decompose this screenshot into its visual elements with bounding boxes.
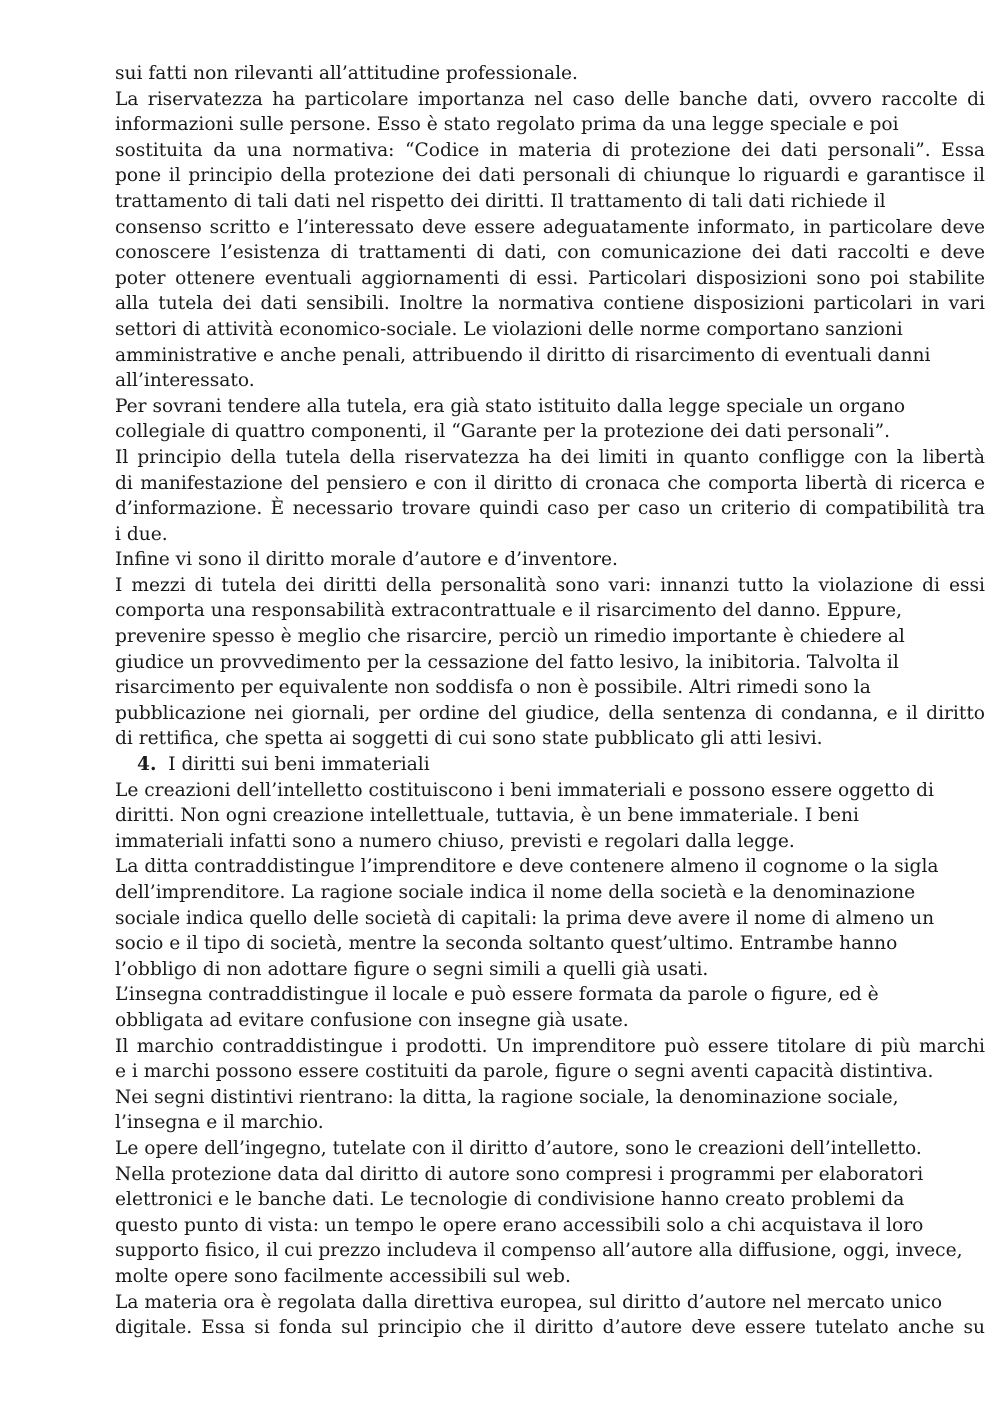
text-line: Nei segni distintivi rientrano: la ditta, la ragione sociale, la denominazione sociale, [115,1086,899,1108]
text-line: comporta una responsabilità extracontrattuale e il risarcimento del danno. Eppure, [115,600,902,622]
text-line: giudice un provvedimento per la cessazione del fatto lesivo, la inibitoria. Talvolta il [115,651,899,673]
text-line: immateriali infatti sono a numero chiuso, previsti e regolari dalla legge. [115,830,795,852]
text-line: consenso scritto e l’interessato deve essere adeguatamente informato, in particolare deve [115,216,985,238]
text-line: La ditta contraddistingue l’imprenditore e deve contenere almeno il cognome o la sigla [115,856,939,878]
text-line: I mezzi di tutela dei diritti della personalità sono vari: innanzi tutto la violazione di essi [115,574,985,596]
text-line: conoscere l’esistenza di trattamenti di dati, con comunicazione dei dati raccolti e deve [115,242,985,264]
text-line: dell’imprenditore. La ragione sociale indica il nome della società e la denominazione [115,882,916,903]
text-line: Le creazioni dell’intelletto costituiscono i beni immateriali e possono essere oggetto di [115,779,934,801]
text-line: settori di attività economico-sociale. Le violazioni delle norme comportano sanzioni [115,318,903,340]
text-line: La riservatezza ha particolare importanza nel caso delle banche dati, ovvero raccolte di [115,88,985,110]
text-line: elettronici e le banche dati. Le tecnologie di condivisione hanno creato problemi da [115,1189,905,1211]
text-line: obbligata ad evitare confusione con insegne già usate. [115,1009,629,1031]
text-line: pone il principio della protezione dei dati personali di chiunque lo riguardi e garantisce il [115,165,985,187]
text-line: e i marchi possono essere costituiti da parole, figure o segni aventi capacità distintiva. [115,1061,934,1083]
text-line: Per sovrani tendere alla tutela, era già stato istituito dalla legge speciale un organo [115,395,906,417]
text-line: poter ottenere eventuali aggiornamenti di essi. Particolari disposizioni sono poi stabilite [115,267,985,289]
text-line: questo punto di vista: un tempo le opere erano accessibili solo a chi acquistava il loro [115,1214,924,1236]
text-line: sostituita da una normativa: “Codice in materia di protezione dei dati personali”. Essa [115,139,985,161]
text-line: l’insegna e il marchio. [115,1112,324,1134]
text-line: La materia ora è regolata dalla direttiva europea, sul diritto d’autore nel mercato unico [115,1291,943,1313]
text-line: informazioni sulle persone. Esso è stato regolato prima da una legge speciale e poi [115,114,899,136]
text-block-privacy [115,61,985,752]
text-line: Le opere dell’ingegno, tutelate con il diritto d’autore, sono le creazioni dell’intelletto. [115,1137,922,1159]
text-line: d’informazione. È necessario trovare quindi caso per caso un criterio di compatibilità tra [115,498,985,520]
text-line: Il principio della tutela della riservatezza ha dei limiti in quanto confligge con la libertà [115,446,985,468]
text-line: Nella protezione data dal diritto di autore sono compresi i programmi per elaboratori [115,1163,924,1185]
text-line: di rettifica, che spetta ai soggetti di cui sono state pubblicato gli atti lesivi. [115,728,823,750]
text-line: sociale indica quello delle società di capitali: la prima deve avere il nome di almeno un [115,907,935,929]
text-line: Infine vi sono il diritto morale d’autore e d’inventore. [115,549,618,571]
text-line: Il marchio contraddistingue i prodotti. Un imprenditore può essere titolare di più marchi [115,1035,985,1057]
text-line: amministrative e anche penali, attribuendo il diritto di risarcimento di eventuali danni [115,344,931,366]
section-heading [115,752,985,778]
text-line: trattamento di tali dati nel rispetto dei diritti. Il trattamento di tali dati richiede il [115,190,886,212]
text-line: L’insegna contraddistingue il locale e può essere formata da parole o figure, ed è [115,984,879,1006]
text-line: pubblicazione nei giornali, per ordine del giudice, della sentenza di condanna, e il diritto [115,702,985,724]
text-line: diritti. Non ogni creazione intellettuale, tuttavia, è un bene immateriale. I beni [115,805,859,827]
document-page [115,61,985,1341]
text-line: all’interessato. [115,370,255,392]
text-line: di manifestazione del pensiero e con il diritto di cronaca che comporta libertà di ricerca e [115,472,985,494]
text-line: alla tutela dei dati sensibili. Inoltre la normativa contiene disposizioni particolari in vari [115,293,985,315]
text-line: supporto fisico, il cui prezzo includeva il compenso all’autore alla diffusione, oggi, invece, [115,1240,963,1262]
section-number: 4. [137,754,157,776]
text-line: l’obbligo di non adottare figure o segni simili a quelli già usati. [115,958,709,980]
text-block-immaterial-goods [115,778,985,1341]
text-line: risarcimento per equivalente non soddisfa o non è possibile. Altri rimedi sono la [115,677,871,699]
text-line: molte opere sono facilmente accessibili sul web. [115,1265,571,1287]
text-line: i due. [115,523,168,545]
text-line: prevenire spesso è meglio che risarcire, perciò un rimedio importante è chiedere al [115,626,905,648]
section-title: I diritti sui beni immateriali [168,754,430,776]
text-line: sui fatti non rilevanti all’attitudine professionale. [115,63,578,84]
text-line: digitale. Essa si fonda sul principio che il diritto d’autore deve essere tutelato anche su [115,1317,985,1339]
text-line: collegiale di quattro componenti, il “Garante per la protezione dei dati personali”. [115,421,890,443]
text-line: socio e il tipo di società, mentre la seconda soltanto quest’ultimo. Entrambe hanno [115,933,898,955]
